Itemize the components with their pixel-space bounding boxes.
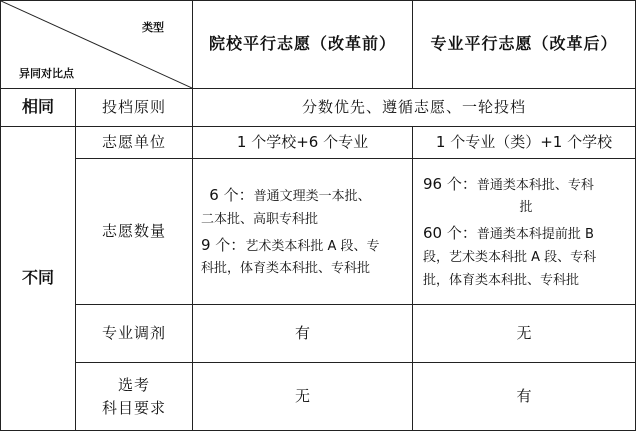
row-label-subject-requirement-line1: 选考: [117, 376, 150, 394]
subject-requirement-before: 无: [193, 363, 413, 431]
group-label-same: 相同: [1, 89, 76, 127]
count-after-b-text: 普通类本科提前批 B: [476, 227, 594, 243]
row-application-count: [1, 159, 636, 305]
application-count-after: [413, 159, 636, 305]
count-after-a-continued: 批: [519, 200, 533, 216]
count-after-b-continued-1: 段，艺术类本科批 A 段、专科: [423, 249, 597, 265]
row-label-admission-principle: 投档原则: [76, 89, 193, 127]
application-count-before: [193, 159, 413, 305]
count-after-a-text: 普通类本科批、专科: [476, 177, 594, 193]
major-adjustment-after: 无: [413, 305, 636, 363]
row-major-adjustment: [1, 305, 636, 363]
row-label-application-count: 志愿数量: [76, 159, 193, 305]
row-subject-requirement: [1, 363, 636, 431]
diagonal-header-cell: [1, 1, 193, 89]
row-label-subject-requirement-line2: 科目要求: [101, 398, 166, 417]
same-row: [1, 89, 636, 127]
count-before-a-text: 普通文理类一本批、: [253, 189, 371, 204]
subject-requirement-after: 有: [413, 363, 636, 431]
row-label-application-unit: 志愿单位: [76, 127, 193, 159]
compare-points-label: 异同对比点: [19, 66, 74, 80]
group-label-different: 不同: [1, 127, 76, 431]
row-label-subject-requirement: [76, 363, 193, 431]
major-adjustment-before: 有: [193, 305, 413, 363]
column-header-after-reform: 专业平行志愿（改革后）: [413, 1, 636, 89]
type-label: 类型: [142, 21, 164, 34]
count-after-a-number: 96 个：: [423, 174, 477, 193]
application-unit-after: 1 个专业（类）+1 个学校: [413, 127, 636, 159]
row-label-major-adjustment: 专业调剂: [76, 305, 193, 363]
count-before-b-number: 9 个：: [201, 235, 246, 254]
count-before-a-number: 6 个：: [209, 186, 254, 204]
count-before-b-text: 艺术类本科批 A 段、专: [245, 238, 380, 254]
header-row: [1, 1, 636, 89]
row-application-unit: [1, 127, 636, 159]
count-after-b-number: 60 个：: [423, 224, 477, 243]
count-after-b-continued-2: 批，体育类本科批、专科批: [423, 272, 580, 288]
admission-principle-value: 分数优先、遵循志愿、一轮投档: [193, 89, 636, 127]
count-before-a-continued: 二本批、高职专科批: [201, 211, 319, 227]
count-before-b-continued: 科批，体育类本科批、专科批: [201, 261, 371, 277]
application-unit-before: 1 个学校+6 个专业: [193, 127, 413, 159]
column-header-before-reform: 院校平行志愿（改革前）: [193, 1, 413, 89]
